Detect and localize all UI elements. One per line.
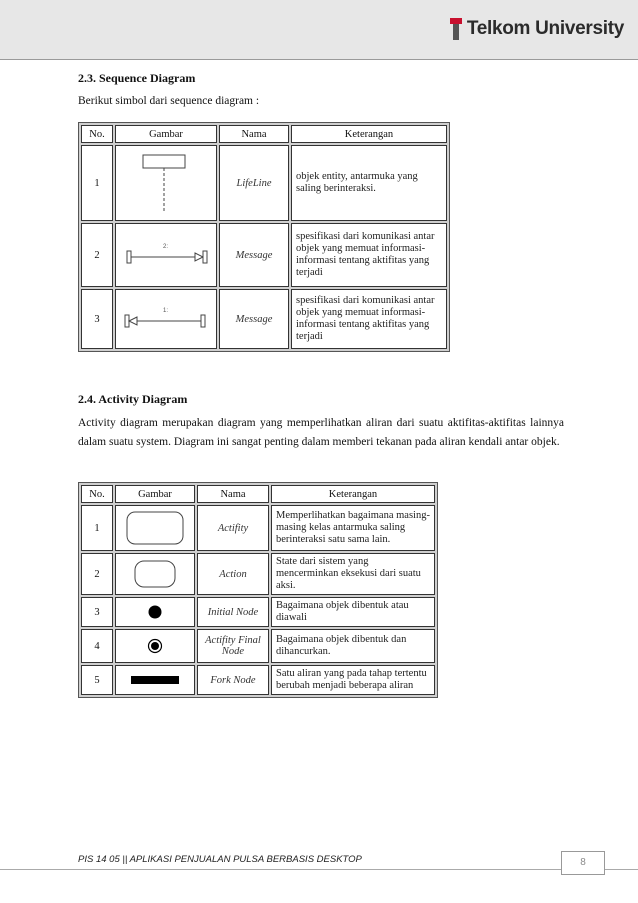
symbol-description: Memperlihatkan bagaimana masing-masing kelas antarmuka saling berinteraksi satu sama lain. [271,505,435,551]
row-number: 2 [81,223,113,287]
page-number: 8 [561,851,605,875]
message-left-symbol [115,289,217,349]
message-right-symbol [115,223,217,287]
message-label: 1: [163,308,169,314]
symbol-name: Actifity Final Node [197,629,269,663]
table-row [81,289,447,349]
activity-symbol-table [78,482,438,698]
symbol-name: Actifity [197,505,269,551]
row-number: 3 [81,289,113,349]
row-number: 4 [81,629,113,663]
row-number: 1 [81,505,113,551]
telkom-university-logo [450,15,624,43]
sequence-intro: Berikut simbol dari sequence diagram : [78,95,260,107]
logo-text: Telkom University [466,18,624,39]
col-no: No. [81,125,113,143]
table-header-row [81,485,435,503]
row-number: 1 [81,145,113,221]
symbol-name: LifeLine [219,145,289,221]
symbol-description: Bagaimana objek dibentuk atau diawali [271,597,435,627]
final-node-symbol [115,629,195,663]
action-symbol [115,553,195,595]
table-row [81,665,435,695]
message-label: 2: [163,244,169,250]
symbol-name: Fork Node [197,665,269,695]
lifeline-symbol [115,145,217,221]
table-row [81,505,435,551]
row-number: 2 [81,553,113,595]
footer-divider [0,869,638,870]
col-nama: Nama [197,485,269,503]
symbol-description: spesifikasi dari komunikasi antar objek yang memuat informasi-informasi tentang aktifitas yang terjadi [291,289,447,349]
col-gambar: Gambar [115,125,217,143]
symbol-name: Message [219,289,289,349]
symbol-description: Bagaimana objek dibentuk dan dihancurkan. [271,629,435,663]
table-header-row [81,125,447,143]
col-keterangan: Keterangan [291,125,447,143]
row-number: 5 [81,665,113,695]
symbol-description: Satu aliran yang pada tahap tertentu berubah menjadi beberapa aliran [271,665,435,695]
activity-symbol [115,505,195,551]
fork-node-symbol [115,665,195,695]
section-title-activity: 2.4. Activity Diagram [78,392,188,406]
symbol-name: Initial Node [197,597,269,627]
telkom-logo-icon [450,18,462,40]
table-row [81,553,435,595]
col-no: No. [81,485,113,503]
activity-paragraph: Activity diagram merupakan diagram yang memperlihatkan aliran dari suatu aktifitas-aktifitas lainnya dalam suatu system. Diagram ini sangat penting dalam memberi tekanan pada aliran kendali antar objek. [78,417,564,448]
page-header [0,0,638,60]
table-row [81,629,435,663]
symbol-name: Action [197,553,269,595]
col-gambar: Gambar [115,485,195,503]
symbol-description: spesifikasi dari komunikasi antar objek yang memuat informasi-informasi tentang aktifitas yang terjadi [291,223,447,287]
sequence-symbol-table [78,122,450,352]
section-title-sequence: 2.3. Sequence Diagram [78,71,196,85]
initial-node-symbol [115,597,195,627]
col-keterangan: Keterangan [271,485,435,503]
row-number: 3 [81,597,113,627]
footer-document-title: PIS 14 05 || APLIKASI PENJUALAN PULSA BERBASIS DESKTOP [78,854,362,865]
col-nama: Nama [219,125,289,143]
table-row [81,145,447,221]
table-row [81,597,435,627]
table-row [81,223,447,287]
symbol-description: objek entity, antarmuka yang saling berinteraksi. [291,145,447,221]
symbol-description: State dari sistem yang mencerminkan eksekusi dari suatu aksi. [271,553,435,595]
symbol-name: Message [219,223,289,287]
